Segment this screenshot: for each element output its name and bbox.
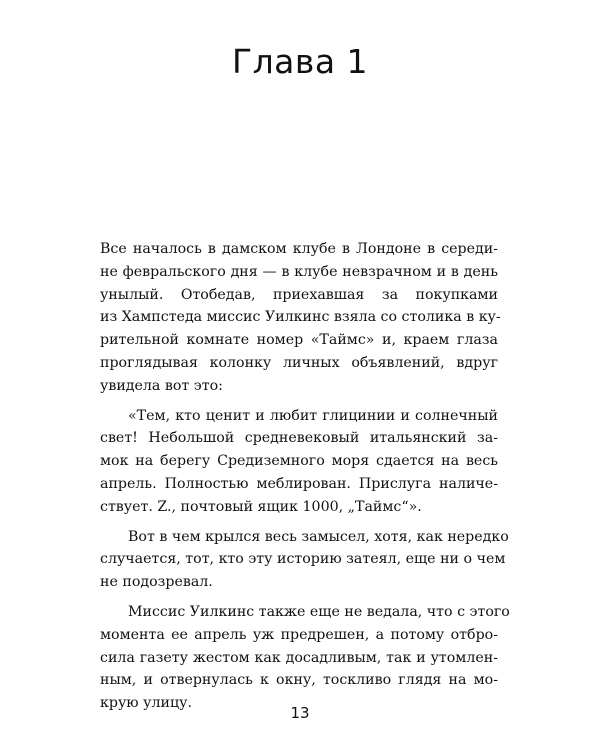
text-line: момента ее апрель уж предрешен, а потому отбро- xyxy=(100,626,498,643)
paragraph-4 xyxy=(100,601,510,715)
text-line: ствует. Z., почтовый ящик 1000, „Таймс“». xyxy=(100,498,422,515)
text-line: случается, тот, кто эту историю затеял, еще ни о чем xyxy=(100,551,506,568)
text-line: крую улицу. xyxy=(100,695,192,712)
text-line: ным, и отвернулась к окну, тоскливо глядя на мо- xyxy=(100,672,498,689)
chapter-body xyxy=(100,238,510,715)
paragraph-1 xyxy=(100,238,501,398)
page-number: 13 xyxy=(290,704,310,722)
text-line: из Хампстеда миссис Уилкинс взяла со столика в ку- xyxy=(100,309,501,326)
text-line: мок на берегу Средиземного моря сдается на весь xyxy=(100,453,498,470)
text-line: унылый. Отобедав, приехавшая за покупками xyxy=(100,286,498,303)
paragraph-2 xyxy=(100,405,498,519)
text-line: не подозревал. xyxy=(100,574,213,591)
text-line: Вот в чем крылся весь замысел, хотя, как нередко xyxy=(128,528,509,545)
chapter-title: Глава 1 xyxy=(231,42,369,81)
text-line: свет! Небольшой средневековый итальянский за- xyxy=(100,430,498,447)
text-line: не февральского дня — в клубе невзрачном и в день xyxy=(100,263,498,280)
text-line: Все началось в дамском клубе в Лондоне в середи- xyxy=(100,241,498,257)
text-line: увидела вот это: xyxy=(100,377,223,394)
text-line: сила газету жестом как досадливым, так и утомлен- xyxy=(100,649,498,666)
text-line: «Тем, кто ценит и любит глицинии и солнечный xyxy=(128,407,498,424)
text-line: рительной комнате номер «Таймс» и, краем глаза xyxy=(100,332,498,349)
text-line: проглядывая колонку личных объявлений, вдруг xyxy=(100,354,498,371)
text-line: апрель. Полностью меблирован. Прислуга наличе- xyxy=(100,475,498,492)
paragraph-3 xyxy=(100,526,509,594)
text-line: Миссис Уилкинс также еще не ведала, что с этого xyxy=(128,603,510,620)
